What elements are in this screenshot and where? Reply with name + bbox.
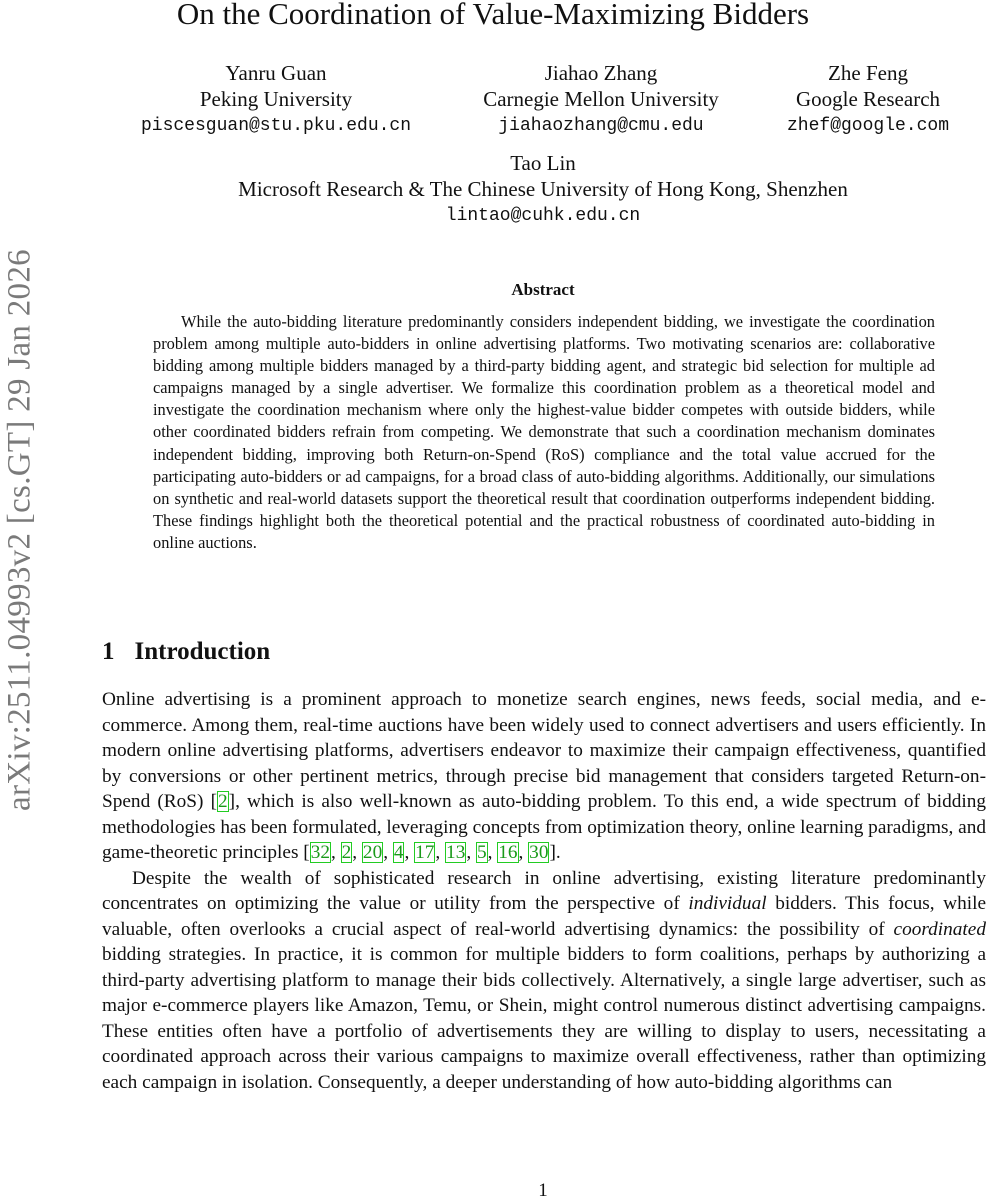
author-affiliation: Microsoft Research & The Chinese University of Hong Kong, Shenzhen xyxy=(238,177,848,201)
paragraph-text: . xyxy=(555,842,561,863)
citation-link[interactable]: 13 xyxy=(446,842,466,863)
paper-title: On the Coordination of Value-Maximizing Bidders xyxy=(176,0,810,31)
author-block-2 xyxy=(483,60,719,140)
author-affiliation: Peking University xyxy=(199,87,353,111)
author-email: piscesguan@stu.pku.edu.cn xyxy=(140,116,412,136)
author-block-3 xyxy=(787,60,949,140)
section-heading xyxy=(102,638,270,666)
paragraph-text: Despite the wealth of sophisticated research in online advertising, existing literature predominantly concentrates on optimizing the value or utility from the perspective of xyxy=(102,867,986,914)
intro-paragraph-1: Online advertising is a prominent approach to monetize search engines, news feeds, social media, and e-commerce. Among them, real-time auctions have been widely used to connect advertisers and users efficiently. In modern online advertising platforms, advertisers endeavor to maximize their campaign effectiveness, quantified by conversions or other pertinent metrics, through precise bid management that considers targeted Return-on-Spend (RoS) [2], which is also well-known as auto-bidding problem. To this end, a wide spectrum of bidding methodologies has been formulated, leveraging concepts from optimization theory, online learning paradigms, and game-theoretic principles [32, 2, 20, 4, 17, 13, 5, 16, 30]. xyxy=(102,689,986,863)
author-name: Yanru Guan xyxy=(225,61,327,85)
section-number: 1 xyxy=(102,638,115,665)
citation-link[interactable]: 5 xyxy=(476,842,487,863)
author-affiliation: Google Research xyxy=(795,87,941,111)
paragraph-text: bidding strategies. In practice, it is common for multiple bidders to form coalitions, perhaps by authorizing a third-party advertising platform to manage their bids collectively. Alternatively, a single large advertiser, such as major e-commerce players like Amazon, Temu, or Shein, might control numerous distinct advertising campaigns. These entities often have a portfolio of advertisements they are willing to display to users, necessitating a coordinated approach across their various campaigns to maximize overall effectiveness, rather than optimizing each campaign in isolation. Consequently, a deeper understanding of how auto-bidding algorithms can xyxy=(102,944,986,1093)
author-block-1 xyxy=(141,60,411,140)
paragraph-text: , which is also well-known as auto-bidding problem. To this end, a wide spectrum of bidding methodologies has been formulated, leveraging concepts from optimization theory, online learning paradigms, and game-theoretic principles xyxy=(102,791,986,863)
author-name: Jiahao Zhang xyxy=(544,61,658,85)
author-email: lintao@cuhk.edu.cn xyxy=(445,206,641,226)
author-name: Zhe Feng xyxy=(828,61,908,85)
abstract-heading: Abstract xyxy=(511,280,575,299)
author-email: jiahaozhang@cmu.edu xyxy=(498,116,704,136)
citation-link[interactable]: 20 xyxy=(362,842,383,863)
intro-paragraph-2 xyxy=(102,866,986,1096)
author-affiliation: Carnegie Mellon University xyxy=(483,87,719,111)
author-block-4 xyxy=(238,150,848,230)
citation-link[interactable]: 32 xyxy=(310,842,330,863)
author-email: zhef@google.com xyxy=(786,116,950,136)
citation-link[interactable]: 4 xyxy=(393,842,404,863)
emphasized-word: coordinated xyxy=(893,918,986,940)
paragraph-text: Online advertising is a prominent approach to monetize search engines, news feeds, social media, and e-commerce. Among them, real-time auctions have been widely used to connect advertisers and users efficiently. In modern online advertising platforms, advertisers endeavor to maximize their campaign effectiveness, quantified by conversions or other pertinent metrics, through precise bid management that considers targeted Return-on-Spend (RoS) xyxy=(102,689,986,812)
introduction-body xyxy=(102,687,986,1095)
citation-list: 32, 2, 20, 4, 17, 13, 5, 16, 30 xyxy=(310,842,549,863)
citation-link[interactable]: 2 xyxy=(218,791,228,812)
paragraph-text: bidders. This focus, while valuable, often overlooks a crucial aspect of real-world advertising dynamics: the possibility of xyxy=(102,893,986,940)
emphasized-word: individual xyxy=(688,893,767,914)
author-name: Tao Lin xyxy=(510,151,576,175)
page-number: 1 xyxy=(538,1180,548,1201)
citation-link[interactable]: 30 xyxy=(529,842,549,863)
citation-link[interactable]: 2 xyxy=(341,842,352,863)
abstract-text: While the auto-bidding literature predominantly considers independent bidding, we investigate the coordination problem among multiple auto-bidders in online advertising platforms. Two motivating scenarios are: collaborative bidding among multiple bidders managed by a third-party bidding agent, and strategic bid selection for multiple ad campaigns managed by a single advertiser. We formalize this coordination problem as a theoretical model and investigate the coordination mechanism where only the highest-value bidder competes with outside bidders, while other coordinated bidders refrain from competing. We demonstrate that such a coordination mechanism dominates independent bidding, improving both Return-on-Spend (RoS) compliance and the total value accrued for the participating auto-bidders or ad campaigns, for a broad class of auto-bidding algorithms. Additionally, our simulations on synthetic and real-world datasets support the theoretical result that coordination outperforms independent bidding. These findings highlight both the theoretical potential and the practical robustness of coordinated auto-bidding in online auctions. xyxy=(153,312,935,552)
citation-link[interactable]: 16 xyxy=(498,842,518,863)
citation-link[interactable]: 17 xyxy=(415,842,435,863)
section-title: Introduction xyxy=(134,638,271,665)
arxiv-identifier: arXiv:2511.04993v2 [cs.GT] 29 Jan 2026 xyxy=(1,249,38,811)
